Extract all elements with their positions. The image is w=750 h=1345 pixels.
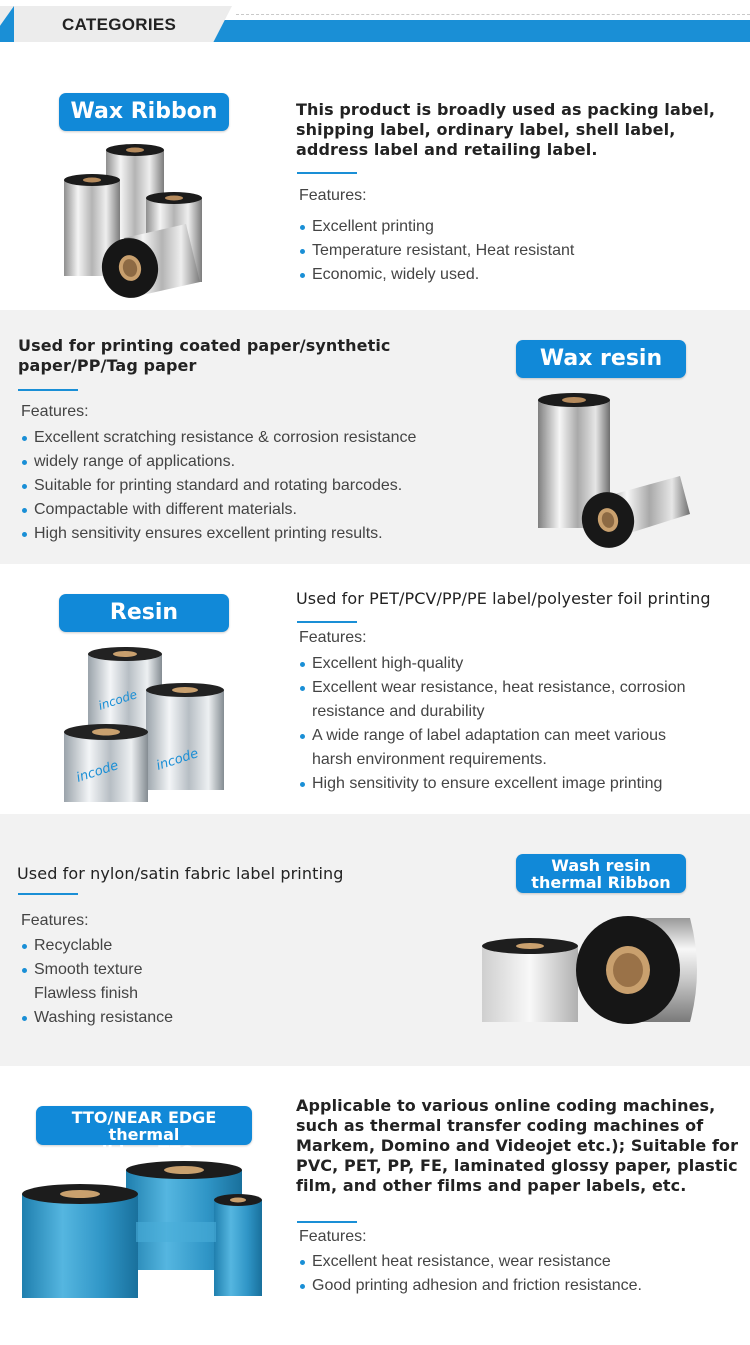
tto-title [36,1106,252,1161]
feature-item: Compactable with different materials. [21,498,481,522]
wax-resin-rolls-image [530,388,700,558]
section-wax-ribbon [0,48,750,310]
feature-item: Smooth texture [21,958,321,982]
categories-header [0,0,750,48]
wash-resin-rolls-image [478,912,708,1032]
feature-item-continued: resistance and durability [312,703,485,720]
feature-item: Excellent printing [299,215,719,239]
feature-item: widely range of applications. [21,450,481,474]
feature-item-continued: Flawless finish [34,985,139,1002]
wax-ribbon-title: Wax Ribbon [59,93,229,131]
wax-ribbon-rolls-image [58,140,218,300]
wash-resin-underline [18,893,78,895]
tto-title-line2: ribbon TTO [93,1142,195,1161]
wax-resin-description: Used for printing coated paper/synthetic paper/PP/Tag paper [18,336,391,375]
resin-underline [297,621,357,623]
wax-resin-underline [18,389,78,391]
feature-item: Washing resistance [21,1006,321,1030]
feature-item: Excellent wear resistance, heat resistance, corrosion [299,676,744,700]
wash-resin-features [21,934,321,1030]
feature-item: High sensitivity to ensure excellent image printing [299,772,744,796]
wax-ribbon-features [299,215,719,287]
wax-resin-title: Wax resin [516,340,686,378]
section-wax-resin [0,310,750,564]
feature-item: High sensitivity ensures excellent printing results. [21,522,481,546]
resin-brand-mark-front: incode [74,758,121,786]
header-dotted-line [236,14,750,15]
resin-features [299,652,744,796]
section-wash-resin [0,814,750,1066]
feature-item: Recyclable [21,934,321,958]
wax-ribbon-features-title: Features: [299,187,367,204]
wash-resin-title-line2: thermal Ribbon [531,873,671,892]
wax-resin-features-title: Features: [21,403,89,420]
tto-features-title: Features: [299,1228,367,1245]
tto-description: Applicable to various online coding machines, such as thermal transfer coding machines of Markem, Domino and Videojet etc.); Suitable for PVC, PET, PP, FE, laminated glossy paper, plastic film, and other films and paper labels, etc. [296,1096,739,1195]
tto-title-line1: TTO/NEAR EDGE thermal [71,1108,217,1144]
tto-underline [297,1221,357,1223]
resin-features-title: Features: [299,629,367,646]
feature-item: Economic, widely used. [299,263,719,287]
tto-rolls-image [18,1160,268,1305]
resin-brand-mark-right: incode [154,746,201,774]
wax-ribbon-underline [297,172,357,174]
feature-item: Temperature resistant, Heat resistant [299,239,719,263]
wax-ribbon-description: This product is broadly used as packing label, shipping label, ordinary label, shell label, address label and retailing label. [296,100,716,159]
section-resin [0,564,750,814]
wash-resin-features-title: Features: [21,912,89,929]
feature-item: Suitable for printing standard and rotating barcodes. [21,474,481,498]
feature-item: Excellent scratching resistance & corrosion resistance [21,426,481,450]
wash-resin-description: Used for nylon/satin fabric label printing [17,864,344,883]
wax-resin-features [21,426,481,546]
feature-item: Good printing adhesion and friction resistance. [299,1274,739,1298]
section-tto [0,1066,750,1345]
feature-item: Excellent high-quality [299,652,744,676]
feature-item-continued: harsh environment requirements. [312,751,547,768]
feature-item: Excellent heat resistance, wear resistance [299,1250,739,1274]
feature-item: A wide range of label adaptation can meet various [299,724,744,748]
wash-resin-title [516,854,686,893]
resin-title: Resin [59,594,229,632]
resin-description: Used for PET/PCV/PP/PE label/polyester foil printing [296,589,711,608]
wash-resin-title-line1: Wash resin [551,856,651,875]
tto-features [299,1250,739,1298]
resin-rolls-image [60,644,230,809]
header-title: CATEGORIES [62,15,177,34]
resin-brand-mark-back: incode [96,687,139,713]
